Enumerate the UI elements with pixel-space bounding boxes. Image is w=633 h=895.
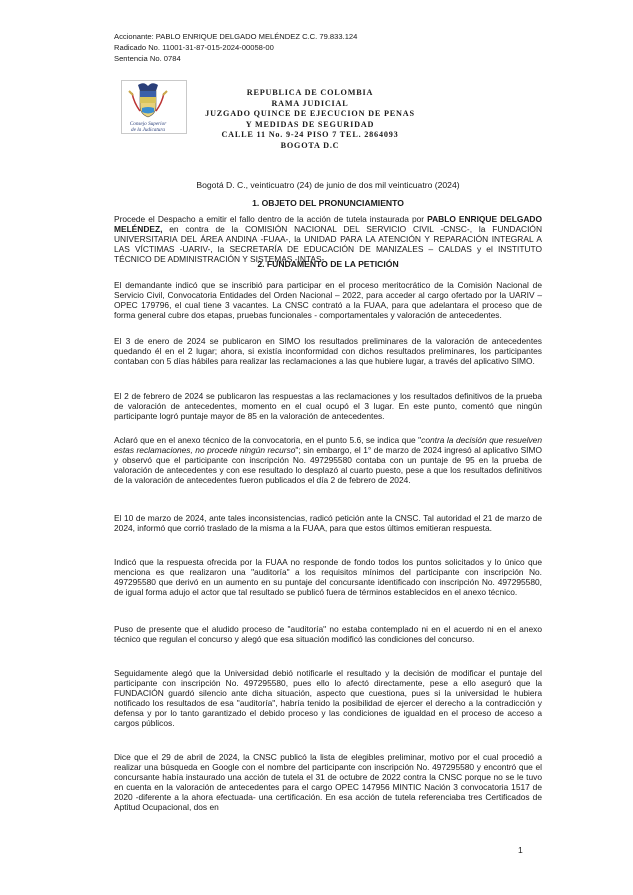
paragraph-2: El 3 de enero de 2024 se publicaron en SIMO los resultados preliminares de la valoración de antecedentes quedando él en el 2 lugar; ahora, si existía inconformidad con dichos resultados preliminares, los participantes contaban con 5 días hábiles para realizar las reclamaciones a las que hubiere lugar, a través del aplicativo SIMO. xyxy=(114,336,542,367)
radicado-line: Radicado No. 11001-31-87-015-2024-00058-00 xyxy=(114,43,274,52)
section-1-paragraph: Procede el Despacho a emitir el fallo dentro de la acción de tutela instaurada por PABLO ENRIQUE DELGADO MELÉNDEZ, en contra de la COMISIÓN NACIONAL DEL SERVICIO CIVIL -CNSC-, la FUNDACIÓN UNIVERSITARIA DEL ÁREA ANDINA -FUAA-, la UNIDAD PARA LA ATENCIÓN Y REPARACIÓN INTEGRAL A LAS VÍCTIMAS -UARIV-, la SECRETARÍA DE EDUCACIÓN DE MANIZALES – CALDAS y el INSTITUTO TÉCNICO DE ADMINISTRACIÓN Y SISTEMAS -INTAS-. xyxy=(114,214,542,265)
court-line-3: JUZGADO QUINCE DE EJECUCION DE PENAS xyxy=(205,109,415,118)
case-metadata xyxy=(114,31,357,64)
section-2-heading: 2. FUNDAMENTO DE LA PETICIÓN xyxy=(257,259,399,269)
court-header xyxy=(190,88,430,151)
paragraph-6: Indicó que la respuesta ofrecida por la FUAA no responde de fondo todos los puntos solicitados y lo único que menciona es que realizaron una "auditoría" a los requisitos mínimos del participante con inscripción No. 497295580 que derivó en un aumento en su puntaje del concursante identificado con inscripción No. 497295580, de igual forma adujo el actor que tal resultado se publicó fuera de términos establecidos en el anexo técnico. xyxy=(114,557,542,598)
quoted-annex-text: contra la decisión que resuelven estas reclamaciones, no procede ningún recurso xyxy=(114,435,542,456)
court-line-1: REPUBLICA DE COLOMBIA xyxy=(246,88,374,97)
coat-of-arms-icon xyxy=(122,81,186,133)
paragraph-8: Seguidamente alegó que la Universidad debió notificarle el resultado y la decisión de modificar el puntaje del participante con inscripción No. 497295580, pues ello lo afectó directamente, pese a ello aseguró que la FUNDACIÓN guardó silencio ante dicha situación, aspecto que cuestiona, pues si la universidad le hubiera notificado los resultados de esa "auditoría", habría tenido la posibilidad de ejercer el derecho a la contradicción y defensa y por lo tanto garantizado el debido proceso y las condiciones de igualdad en el proceso de acceso a cargos públicos. xyxy=(114,668,542,729)
section-1-heading: 1. OBJETO DEL PRONUNCIAMIENTO xyxy=(252,198,404,208)
accionante-line: Accionante: PABLO ENRIQUE DELGADO MELÉNDEZ C.C. 79.833.124 xyxy=(114,32,358,41)
page-number: 1 xyxy=(518,845,523,855)
court-line-6: BOGOTA D.C xyxy=(280,140,340,150)
svg-text:de la Judicatura: de la Judicatura xyxy=(131,127,165,133)
paragraph-1: El demandante indicó que se inscribió para participar en el proceso meritocrático de la Comisión Nacional de Servicio Civil, Convocatoria Entidades del Orden Nacional – 2022, para acceder al cargo ofertado por la UARIV – OPEC 179796, el cual tiene 3 vacantes. La CNSC contrató a la FUAA, para que adelantara el proceso que de forma general cubre dos etapas, pruebas funcionales - comportamentales y valoración de antecedentes. xyxy=(114,280,542,321)
plaintiff-name: PABLO ENRIQUE DELGADO MELÉNDEZ, xyxy=(114,214,542,235)
court-line-5: CALLE 11 No. 9-24 PISO 7 TEL. 2864093 xyxy=(221,130,399,139)
judicature-seal-logo xyxy=(121,80,187,134)
paragraph-5: El 10 de marzo de 2024, ante tales inconsistencias, radicó petición ante la CNSC. Tal autoridad el 21 de marzo de 2024, informó que corrió traslado de la misma a la FUAA, para que estos últimos emitieran respuesta. xyxy=(114,513,542,534)
paragraph-3: El 2 de febrero de 2024 se publicaron las respuestas a las reclamaciones y los resultados definitivos de la prueba de valoración de antecedentes, momento en el cual ocupó el 3 lugar. En este punto, comentó que ningún participante logró puntaje mayor de 85 en la valoración de antecedentes. xyxy=(114,391,542,422)
sentencia-line: Sentencia No. 0784 xyxy=(114,54,181,63)
svg-text:Consejo Superior: Consejo Superior xyxy=(129,121,167,127)
date-line: Bogotá D. C., veinticuatro (24) de junio de dos mil veinticuatro (2024) xyxy=(196,180,460,190)
paragraph-7: Puso de presente que el aludido proceso de "auditoría" no estaba contemplado ni en el acuerdo ni en el anexo técnico que regulan el concurso y alegó que esa situación modificó las condiciones del concurso. xyxy=(114,624,542,645)
paragraph-4: Aclaró que en el anexo técnico de la convocatoria, en el punto 5.6, se indica que "contra la decisión que resuelven estas reclamaciones, no procede ningún recurso"; sin embargo, el 1° de marzo de 2024 ingresó al aplicativo SIMO y observó que el participante con inscripción No. 497295580 contaba con un puntaje de 95 en la prueba de valoración de antecedentes y con ese resultado lo desplazó al cuarto puesto, pese a que los resultados definitivos de la valoración de antecedentes fueron publicados el día 2 de febrero de 2024. xyxy=(114,435,542,486)
court-line-2: RAMA JUDICIAL xyxy=(271,98,349,108)
paragraph-9: Dice que el 29 de abril de 2024, la CNSC publicó la lista de elegibles preliminar, motivo por el cual procedió a realizar una búsqueda en Google con el nombre del participante con inscripción No. 497295580 y encontró que el concursante había instaurado una acción de tutela el 31 de octubre de 2022 contra la CNSC porque no se le tuvo en cuenta en la valoración de antecedentes para el cargo OPEC 147956 MINTIC Nación 3 convocatoria 1517 de 2020 -diferente a la ahora efectuada- una certificación. En esa acción de tutela referenciaba tres Certificados de Aptitud Ocupacional, dos en xyxy=(114,752,542,813)
court-line-4: Y MEDIDAS DE SEGURIDAD xyxy=(245,119,375,129)
